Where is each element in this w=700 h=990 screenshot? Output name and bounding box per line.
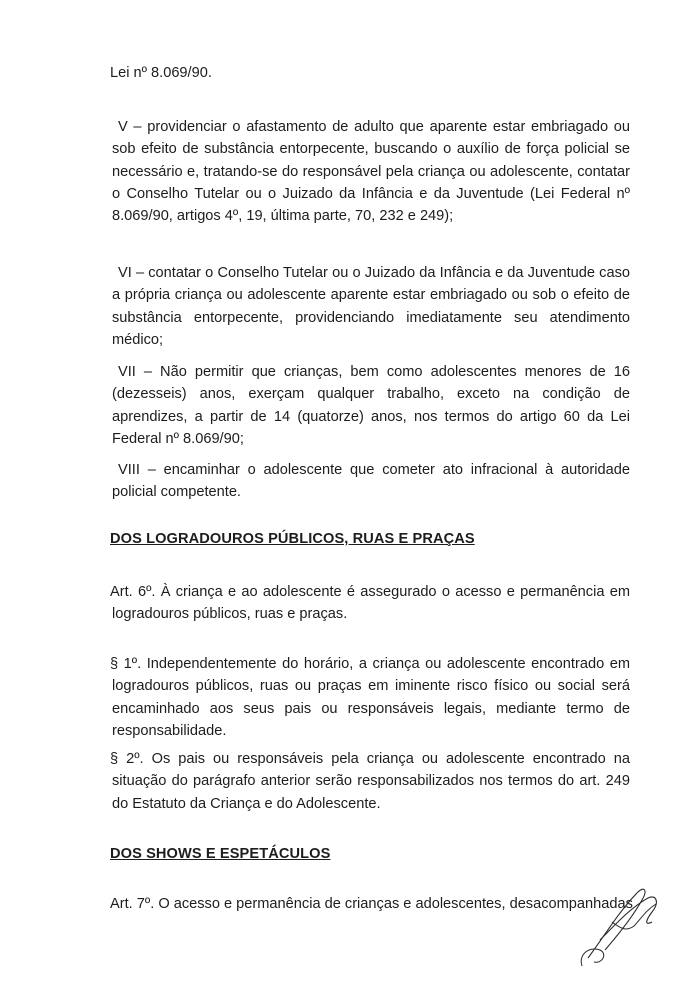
paragraph-1: § 1º. Independentemente do horário, a criança ou adolescente encontrado em logradouros públicos, ruas ou praças em iminente risco físico ou social será encaminhado aos seus pais ou responsáveis legais, mediante termo de responsabilidade. bbox=[110, 656, 630, 739]
item-vii: VII – Não permitir que crianças, bem como adolescentes menores de 16 (dezesseis) anos, exerçam qualquer trabalho, exceto na condição de aprendizes, a partir de 14 (quatorze) anos, nos termos do artigo 60 da Lei Federal nº 8.069/90; bbox=[112, 364, 630, 447]
item-v: V – providenciar o afastamento de adulto que aparente estar embriagado ou sob efeito de substância entorpecente, buscando o auxílio de força policial se necessário e, tratando-se do responsável pela criança ou adolescente, contatar o Conselho Tutelar ou o Juizado da Infância e da Juventude (Lei Federal nº 8.069/90, artigos 4º, 19, última parte, 70, 232 e 249); bbox=[112, 119, 630, 225]
item-viii: VIII – encaminhar o adolescente que cometer ato infracional à autoridade policial competente. bbox=[112, 462, 630, 501]
paragraph-2: § 2º. Os pais ou responsáveis pela criança ou adolescente encontrado na situação do parágrafo anterior serão responsabilizados nos termos do art. 249 do Estatuto da Criança e do Adolescente. bbox=[110, 751, 630, 812]
intro-line: Lei nº 8.069/90. bbox=[110, 65, 212, 81]
section-heading-public-places: DOS LOGRADOUROS PÚBLICOS, RUAS E PRAÇAS bbox=[110, 531, 475, 547]
article-7: Art. 7º. O acesso e permanência de crianças e adolescentes, desacompanhadas bbox=[110, 896, 633, 912]
section-heading-shows: DOS SHOWS E ESPETÁCULOS bbox=[110, 846, 331, 862]
item-vi: VI – contatar o Conselho Tutelar ou o Juizado da Infância e da Juventude caso a própria criança ou adolescente aparente estar embriagado ou sob o efeito de substância entorpecente, providenciando imediatamente seu atendimento médico; bbox=[112, 265, 630, 348]
article-6: Art. 6º. À criança e ao adolescente é assegurado o acesso e permanência em logradouros públicos, ruas e praças. bbox=[110, 584, 630, 623]
signature-mark bbox=[560, 880, 670, 970]
